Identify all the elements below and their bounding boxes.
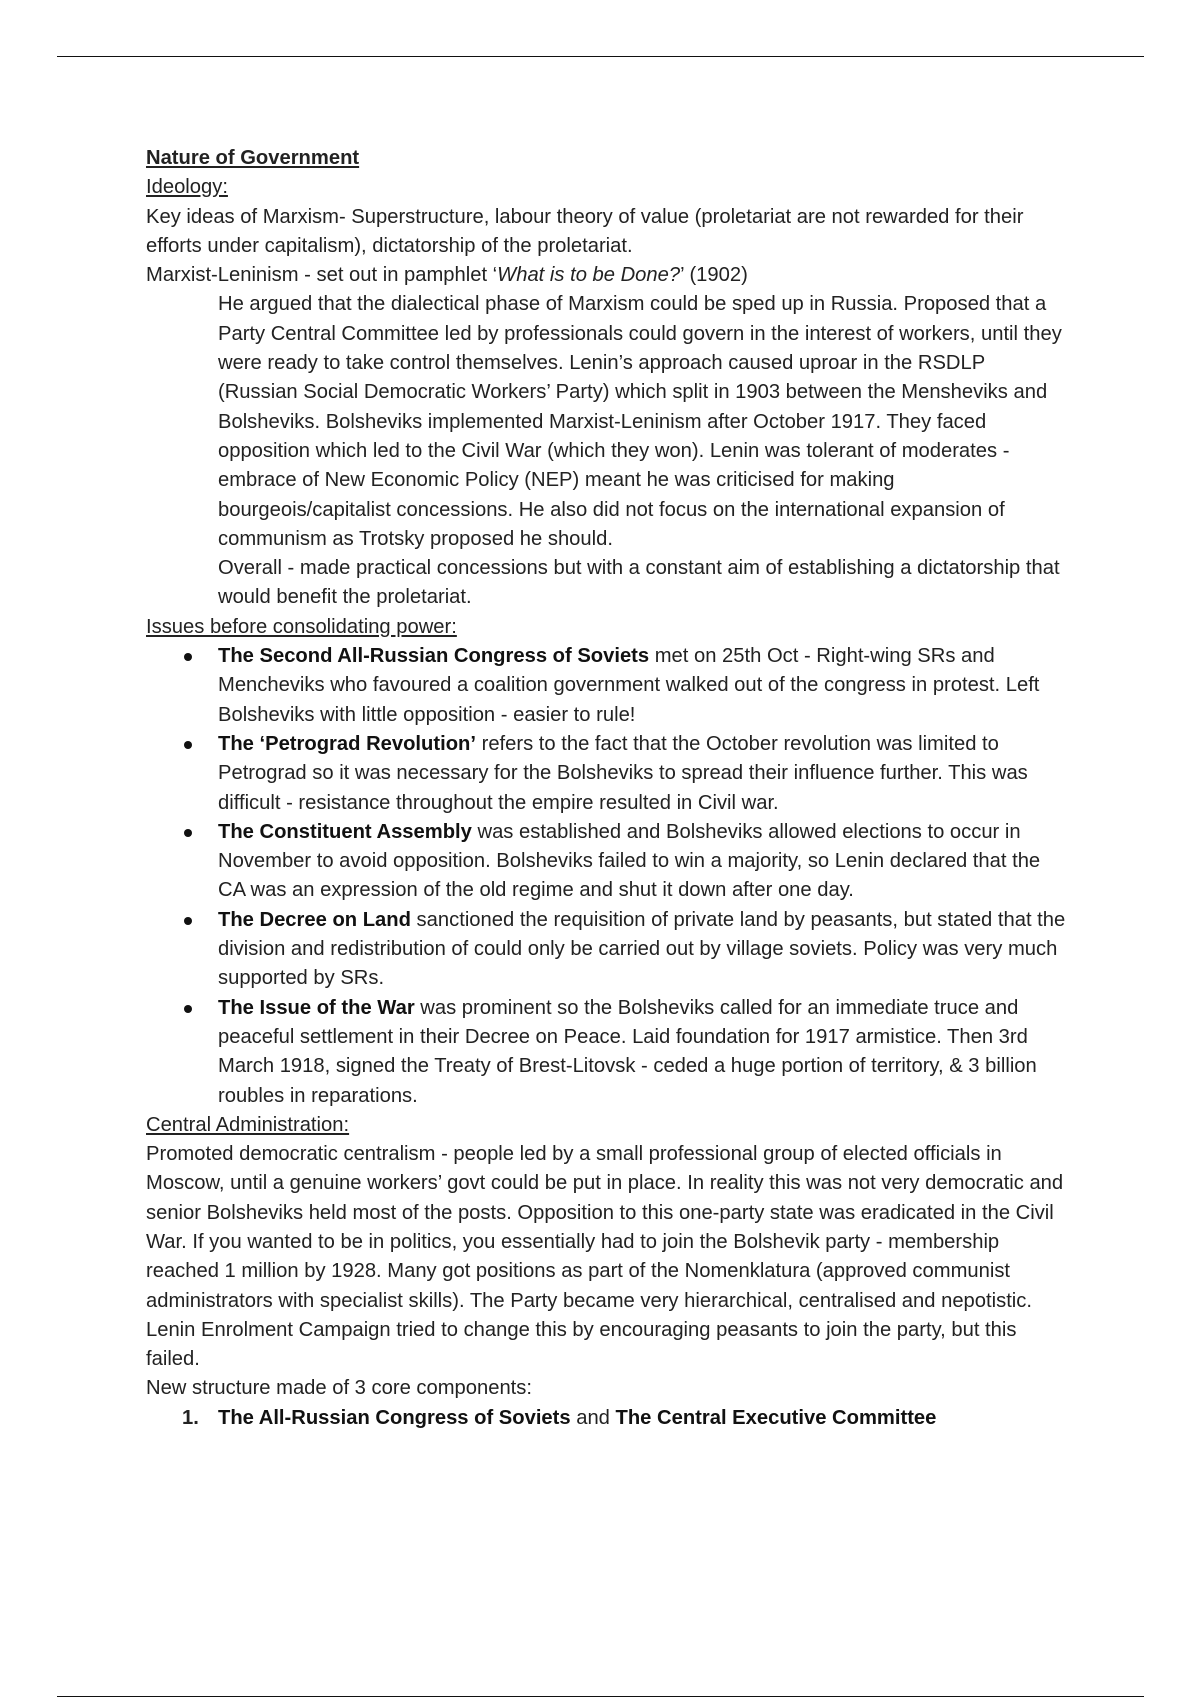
bullet-icon (184, 1005, 192, 1013)
issue-text: refers to the fact that the October revolution was limited to Petrograd so it was necessary for the Bolsheviks to spread their influence further. This was difficult - resistance throughout the empire resulted in Civil war. (218, 732, 1028, 814)
issues-heading: Issues before consolidating power: (146, 615, 457, 638)
component-connector: and (570, 1406, 616, 1429)
bullet-icon (184, 829, 192, 837)
bullet-icon (184, 917, 192, 925)
bullet-icon (184, 653, 192, 661)
list-item (218, 642, 1068, 730)
issue-text: met on 25th Oct - Right-wing SRs and Mencheviks who favoured a coalition government walked out of the congress in protest. Left Bolsheviks with little opposition - easier to rule! (218, 645, 1040, 726)
lenin-argument-paragraph: He argued that the dialectical phase of Marxism could be sped up in Russia. Proposed that a Party Central Committee led by professionals could govern in the interest of workers, until they were ready to take control themselves. Lenin’s approach caused uproar in the RSDLP (Russian Social Democratic Workers’ Party) which split in 1903 between the Mensheviks and Bolsheviks. Bolsheviks implemented Marxist-Leninism after October 1917. They faced opposition which led to the Civil War (which they won). Lenin was tolerant of moderates - embrace of New Economic Policy (NEP) meant he was criticised for making bourgeois/capitalist concessions. He also did not focus on the international expansion of communism as Trotsky proposed he should. (218, 293, 1062, 550)
components-list (146, 1404, 1146, 1433)
issue-text: was prominent so the Bolsheviks called for an immediate truce and peaceful settlement in their Decree on Peace. Laid foundation for 1917 armistice. Then 3rd March 1918, signed the Treaty of Brest-Litovsk - ceded a huge portion of territory, & 3 billion roubles in reparations. (218, 996, 1037, 1107)
structure-intro: New structure made of 3 core components: (146, 1377, 532, 1400)
bottom-page-rule (57, 1696, 1144, 1697)
list-item (218, 818, 1068, 906)
bullet-icon (184, 741, 192, 749)
page-title: Nature of Government (146, 147, 360, 169)
ideology-heading: Ideology: (146, 176, 228, 199)
list-item (218, 994, 1068, 1111)
lenin-argument-block (218, 290, 1068, 612)
issue-bold-term: The Issue of the War (218, 996, 415, 1019)
component-bold-term: The Central Executive Committee (615, 1406, 937, 1429)
issue-bold-term: The ‘Petrograd Revolution’ (218, 732, 476, 755)
central-admin-paragraph: Promoted democratic centralism - people led by a small professional group of elected officials in Moscow, until a genuine workers’ govt could be put in place. In reality this was not very democratic and senior Bolsheviks held most of the posts. Opposition to this one-party state was eradicated in the Civil War. If you wanted to be in politics, you essentially had to join the Bolshevik party - membership reached 1 million by 1928. Many got positions as part of the Nomenklatura (approved communist administrators with specialist skills). The Party became very hierarchical, centralised and nepotistic. Lenin Enrolment Campaign tried to change this by encouraging peasants to join the party, but this failed. (146, 1143, 1064, 1371)
list-number: 1. (182, 1406, 199, 1429)
issue-text: sanctioned the requisition of private land by peasants, but stated that the division and redistribution of could only be carried out by village soviets. Policy was very much supported by SRs. (218, 908, 1066, 990)
pamphlet-title: What is to be Done? (497, 264, 681, 287)
issue-bold-term: The Second All-Russian Congress of Soviets (218, 645, 650, 668)
ml-suffix: ’ (1902) (680, 264, 748, 287)
list-item (218, 906, 1068, 994)
list-item (182, 1404, 1068, 1433)
issue-bold-term: The Decree on Land (218, 908, 411, 931)
marxism-paragraph: Key ideas of Marxism- Superstructure, labour theory of value (proletariat are not rewarded for their efforts under capitalism), dictatorship of the proletariat. (146, 205, 1024, 257)
issues-list (146, 642, 1146, 1111)
issue-bold-term: The Constituent Assembly (218, 820, 472, 843)
document-body (146, 144, 1146, 1433)
ml-prefix: Marxist-Leninism - set out in pamphlet ‘ (146, 264, 498, 287)
list-item (218, 730, 1068, 818)
top-page-rule (57, 56, 1144, 57)
overall-summary-paragraph: Overall - made practical concessions but with a constant aim of establishing a dictatorship that would benefit the proletariat. (218, 557, 1060, 609)
issue-text: was established and Bolsheviks allowed elections to occur in November to avoid opposition. Bolsheviks failed to win a majority, so Lenin declared that the CA was an expression of the old regime and shut it down after one day. (218, 820, 1041, 902)
central-admin-heading: Central Administration: (146, 1113, 350, 1136)
component-bold-term: The All-Russian Congress of Soviets (218, 1406, 571, 1429)
marxist-leninism-line (146, 261, 1066, 290)
